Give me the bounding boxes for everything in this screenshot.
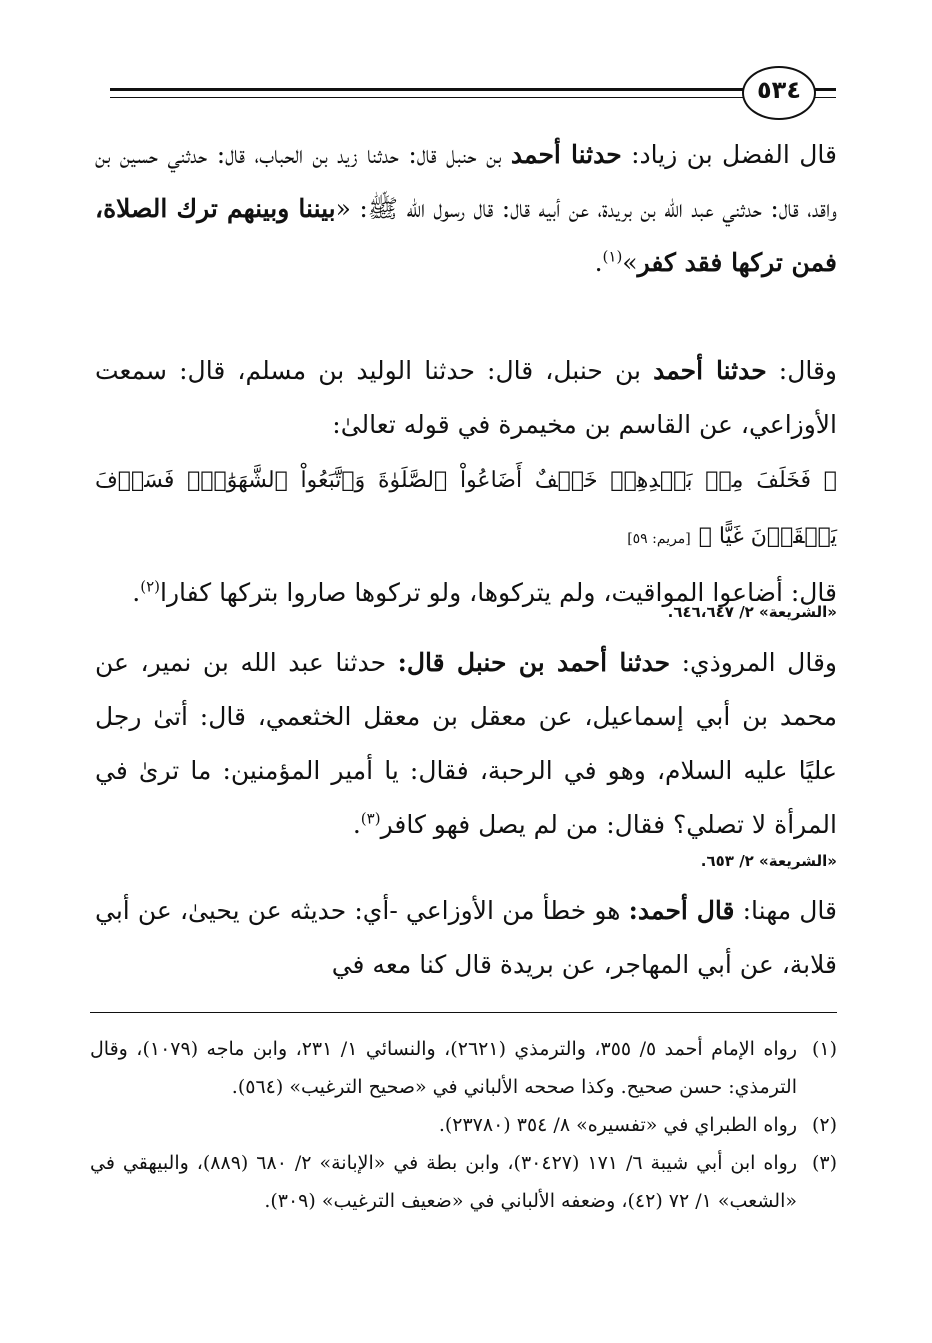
footnote-number: (٢): [811, 1114, 837, 1136]
header-rule: [110, 88, 770, 91]
footnote-separator: [90, 1012, 837, 1013]
paragraph-text: قال مهنا:: [734, 896, 838, 925]
paragraph-text: وقال المروذي:: [670, 648, 837, 677]
source-reference: «الشريعة» ٢/ ٦٥٣.: [700, 852, 837, 870]
narrator-bold: حدثنا أحمد بن حنبل قال:: [397, 648, 671, 677]
verse-reference: [مريم: ٥٩]: [627, 531, 691, 547]
paragraph-4: [95, 884, 837, 992]
footnote-item: [90, 1106, 837, 1144]
paragraph-text: قال الفضل بن زياد:: [621, 140, 837, 169]
paragraph-end: .: [594, 248, 603, 277]
paragraph-text: بن حنبل قال: حدثنا زيد بن الحباب، قال: حدثني حسين بن واقد، قال: حدثني عبد الله بن بريدة، عن أبيه قال: قال رسول الله ﷺ: «: [95, 140, 837, 223]
narrator-bold: حدثنا أحمد: [653, 356, 767, 385]
footnote-marker[interactable]: (٣): [360, 809, 381, 828]
footnote-marker[interactable]: (١): [602, 247, 623, 266]
hadith-text-bold: بيننا وبينهم ترك الصلاة، فمن تركها فقد كفر: [95, 194, 837, 277]
quran-verse: ﴿ فَخَلَفَ مِنۢ بَعۡدِهِمۡ خَلۡفٌ أَضَاعُواْ ٱلصَّلَوٰةَ وَٱتَّبَعُواْ ٱلشَّهَوَٰتِۖ فَسَوۡفَ يَلۡقَوۡنَ غَيًّا ﴾: [95, 468, 837, 549]
narrator-bold: قال أحمد:: [628, 896, 735, 925]
paragraph-1: [95, 128, 837, 290]
paragraph-text: بن حنبل، قال: حدثنا الوليد بن مسلم، قال: سمعت الأوزاعي، عن القاسم بن مخيمرة في قوله تعالىٰ:: [95, 356, 837, 439]
footnote-text: رواه الإمام أحمد ٥/ ٣٥٥، والترمذي (٢٦٢١)، والنسائي ١/ ٢٣١، وابن ماجه (١٠٧٩)، وقال الترمذي: حسن صحيح. وكذا صححه الألباني في «صحيح الترغيب» (٥٦٤).: [90, 1038, 797, 1098]
source-reference: «الشريعة» ٢/ ٦٤٦،٦٤٧.: [667, 603, 837, 621]
paragraph-text: هو خطأ من الأوزاعي -أي: حديثه عن يحيىٰ، عن أبي قلابة، عن أبي المهاجر، عن بريدة قال كنا معه في: [95, 896, 837, 979]
paragraph-3: [95, 636, 837, 852]
footnotes: [90, 1030, 837, 1220]
paragraph-end: .: [352, 810, 361, 839]
page-number-badge: [742, 66, 816, 120]
footnote-item: [90, 1144, 837, 1220]
paragraph-text: حدثنا عبد الله بن نمير، عن محمد بن أبي إسماعيل، عن معقل بن معقل الخثعمي، قال: أتىٰ رجل عليًا عليه السلام، وهو في الرحبة، فقال: يا أمير المؤمنين: ما ترىٰ في المرأة لا تصلي؟ فقال: من لم يصل فهو كافر: [95, 648, 837, 839]
page-number: ٥٣٤: [757, 76, 801, 104]
narrator-bold: حدثنا أحمد: [510, 140, 622, 169]
paragraph-2: [95, 344, 837, 620]
header-rule-thin: [110, 97, 770, 98]
paragraph-text: وقال:: [766, 356, 838, 385]
paragraph-text: »: [622, 248, 638, 277]
footnote-item: [90, 1030, 837, 1106]
paragraph-text: قال: أضاعوا المواقيت، ولم يتركوها، ولو تركوها صاروا بتركها كفارا: [160, 578, 837, 607]
footnote-number: (١): [811, 1038, 837, 1060]
footnote-number: (٣): [811, 1152, 837, 1174]
paragraph-end: .: [132, 578, 141, 607]
footnote-text: رواه ابن أبي شيبة ٦/ ١٧١ (٣٠٤٢٧)، وابن بطة في «الإبانة» ٢/ ٦٨٠ (٨٨٩)، والبيهقي في «الشعب» ١/ ٧٢ (٤٢)، وضعفه الألباني في «ضعيف الترغيب» (٣٠٩).: [90, 1152, 798, 1212]
footnote-marker[interactable]: (٢): [140, 577, 161, 596]
footnote-text: رواه الطبراي في «تفسيره» ٨/ ٣٥٤ (٢٣٧٨٠).: [438, 1114, 797, 1136]
